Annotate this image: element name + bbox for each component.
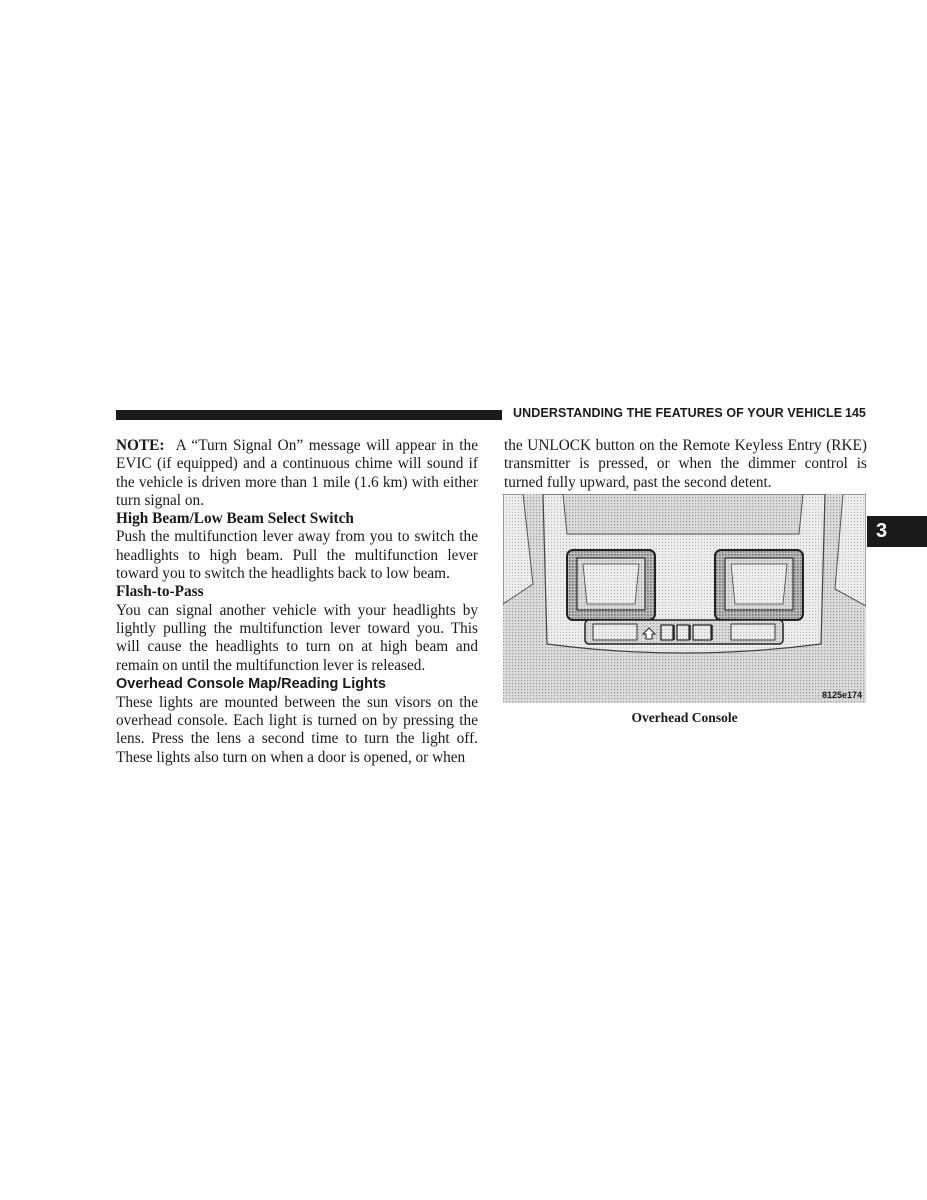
overhead-console-illustration (503, 494, 866, 703)
overhead-console-heading: Overhead Console Map/Reading Lights (116, 675, 386, 692)
right-column (504, 437, 867, 492)
high-beam-heading: High Beam/Low Beam Select Switch (116, 510, 354, 528)
chapter-tab: 3 (867, 516, 927, 547)
figure-caption: Overhead Console (631, 710, 738, 725)
overhead-console-text: These lights are mounted between the sun visors on the overhead console. Each light is turned on by pressing the lens. Press the lens a second time to turn the light off. These lights also turn on when a door is opened, or when (116, 693, 478, 766)
left-column (116, 437, 478, 767)
high-beam-text: Push the multifunction lever away from you to switch the headlights to high beam. Pull the multifunction lever toward you to switch the headlights back to low beam. (116, 528, 478, 583)
running-header: UNDERSTANDING THE FEATURES OF YOUR VEHICLE (513, 406, 843, 420)
note-label: NOTE: (116, 437, 165, 454)
flash-to-pass-text: You can signal another vehicle with your headlights by lightly pulling the multifunction lever toward you. This will cause the headlights to turn on at high beam and remain on until the multifunction lever is released. (116, 601, 478, 674)
continued-text: the UNLOCK button on the Remote Keyless Entry (RKE) transmitter is pressed, or when the dimmer control is turned fully upward, past the second detent. (504, 437, 867, 491)
header-rule (116, 410, 502, 420)
figure-id: 8125e174 (821, 690, 862, 700)
flash-to-pass-heading: Flash-to-Pass (116, 583, 204, 601)
overhead-console-figure (503, 494, 866, 703)
note-text: A “Turn Signal On” message will appear in the EVIC (if equipped) and a continuous chime will sound if the vehicle is driven more than 1 mile (1.6 km) with either turn signal on. (116, 437, 479, 509)
note-paragraph (116, 437, 478, 510)
page-number: 145 (845, 406, 866, 420)
